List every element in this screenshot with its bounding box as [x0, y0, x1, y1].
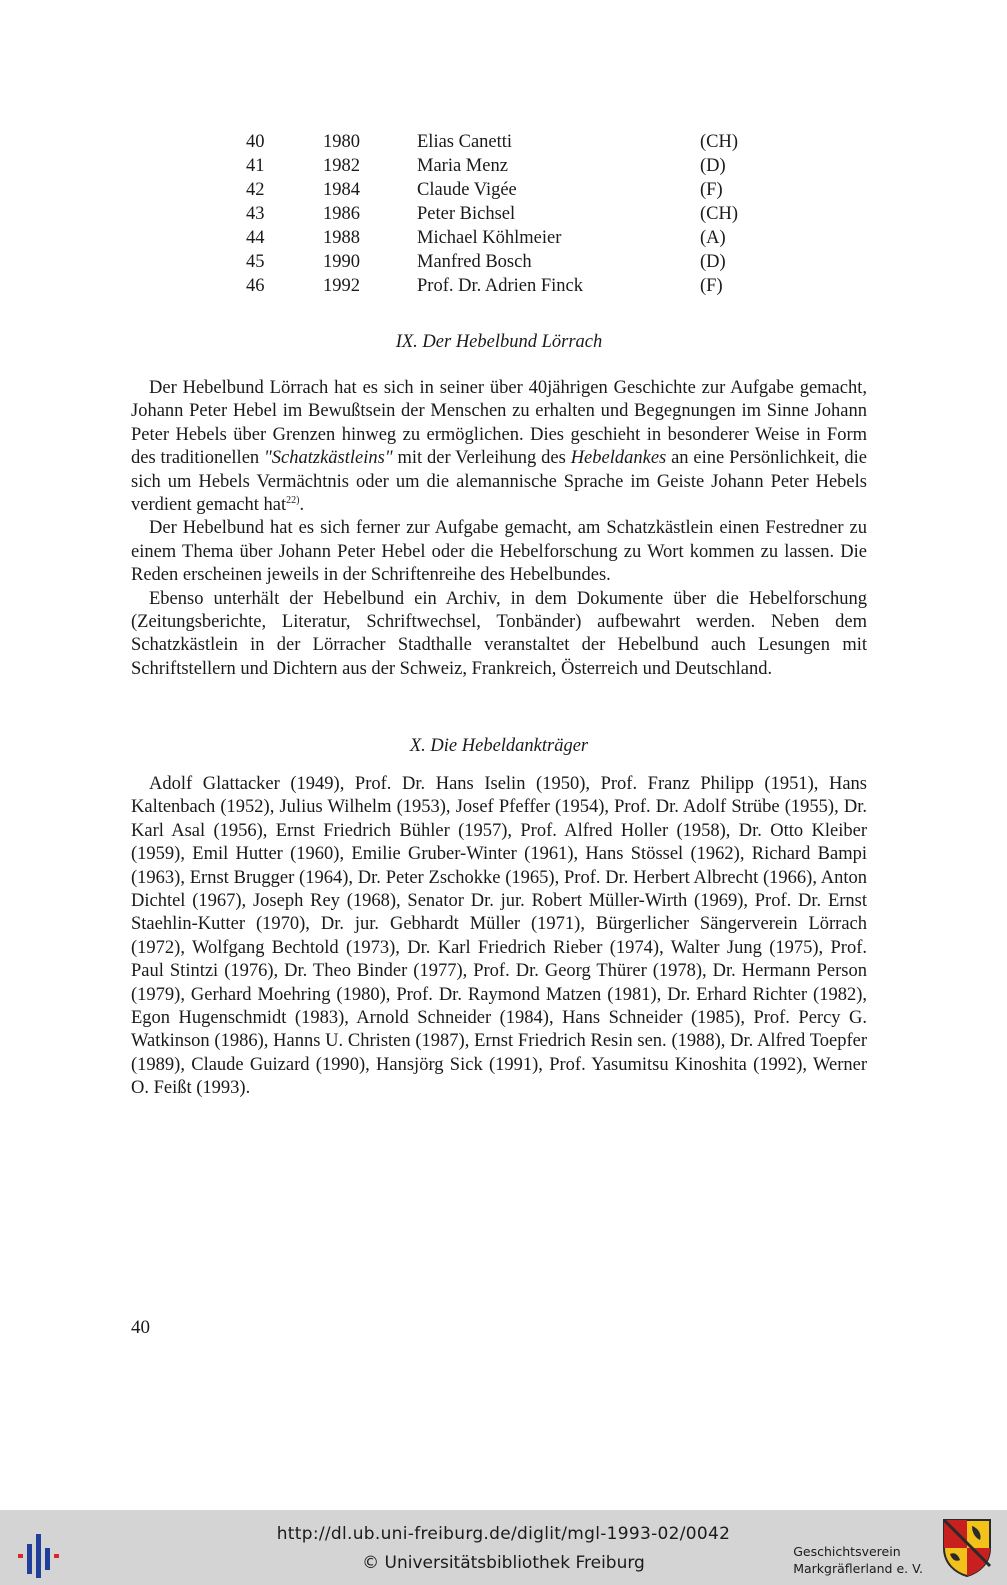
page-number: 40: [131, 1317, 150, 1338]
row-year: 1982: [323, 156, 360, 176]
row-name: Claude Vigée: [417, 180, 517, 200]
section-heading-x: X. Die Hebeldankträger: [409, 736, 589, 756]
italic-term: Hebeldankes: [570, 448, 667, 469]
row-number: 45: [246, 252, 265, 272]
row-year: 1986: [323, 204, 360, 224]
paragraph: Der Hebelbund hat es sich ferner zur Aufgabe gemacht, am Schatzkästlein einen Festredner zu einem Thema über Johann Peter Hebel oder die Hebelforschung zu Wort kommen zu lassen. Die Reden erscheinen jeweils in der Schriftenreihe des Hebelbundes.: [131, 518, 867, 586]
row-year: 1984: [323, 180, 360, 200]
table-row: [246, 178, 766, 202]
row-number: 42: [246, 180, 265, 200]
table-row: [246, 130, 766, 154]
row-country: (D): [700, 252, 726, 272]
footer-copyright: © Universitätsbibliothek Freiburg: [362, 1553, 645, 1573]
row-country: (F): [700, 180, 723, 200]
prize-table: [246, 130, 766, 298]
row-country: (A): [700, 228, 726, 248]
society-line: Markgräflerland e. V.: [793, 1561, 923, 1576]
paragraph-text: an eine Persönlichkeit, die sich um Hebels Vermächtnis oder um die alemannische Sprache im Geiste Johann Peter Hebels verdient gemacht hat: [131, 448, 868, 516]
paragraph-text: Der Hebelbund Lörrach hat es sich in seiner über 40jährigen Geschichte zur Aufgabe gemacht, Johann Peter Hebel im Bewußtsein der Menschen zu erhalten und Begegnungen im Sinne Johann Peter Hebels über Grenzen hinweg zu ermöglichen. Dies geschieht in besonderer Weise in Form des traditionellen: [131, 378, 867, 469]
paragraph: Adolf Glattacker (1949), Prof. Dr. Hans Iselin (1950), Prof. Franz Philipp (1951), Hans Kaltenbach (1952), Julius Wilhelm (1953), Josef Pfeffer (1954), Prof. Dr. Adolf Strübe (1955), Dr. Karl Asal (1956), Ernst Friedrich Bühler (1957), Prof. Alfred Holler (1958), Dr. Otto Kleiber (1959), Emil Hutter (1960), Emilie Gruber-Winter (1961), Hans Stössel (1962), Richard Bampi (1963), Ernst Brugger (1964), Dr. Peter Zschokke (1965), Prof. Dr. Herbert Albrecht (1966), Anton Dichtel (1967), Joseph Rey (1968), Senator Dr. jur. Robert Müller-Wirth (1969), Prof. Dr. Ernst Staehlin-Kutter (1970), Dr. jur. Gebhardt Müller (1971), Bürgerlicher Sängerverein Lörrach (1972), Wolfgang Bechtold (1973), Dr. Karl Friedrich Rieber (1974), Walter Jung (1975), Prof. Paul Stintzi (1976), Dr. Theo Binder (1977), Prof. Dr. Georg Thürer (1978), Dr. Hermann Person (1979), Gerhard Moehring (1980), Prof. Dr. Raymond Matzen (1981), Dr. Erhard Richter (1982), Egon Hugenschmidt (1983), Arnold Schneider (1984), Hans Schneider (1985), Prof. Percy G. Watkinson (1986), Hanns U. Christen (1987), Ernst Friedrich Resin sen. (1988), Dr. Alfred Toepfer (1989), Claude Guizard (1990), Hansjörg Sick (1991), Prof. Yasumitsu Kinoshita (1992), Werner O. Feißt (1993).: [131, 774, 867, 1099]
row-year: 1980: [323, 132, 360, 152]
row-number: 41: [246, 156, 265, 176]
row-name: Manfred Bosch: [417, 252, 532, 272]
row-year: 1990: [323, 252, 360, 272]
row-number: 46: [246, 276, 265, 296]
section-x-body: [131, 773, 867, 1101]
footer-bar: [0, 1510, 1007, 1585]
footnote-marker: 22): [286, 494, 300, 506]
row-country: (D): [700, 156, 726, 176]
section-heading-ix: IX. Der Hebelbund Lörrach: [395, 332, 603, 352]
row-number: 40: [246, 132, 265, 152]
row-name: Maria Menz: [417, 156, 508, 176]
table-row: [246, 202, 766, 226]
italic-term: "Schatzkästleins": [264, 448, 393, 469]
table-row: [246, 250, 766, 274]
paragraph-text: mit der Verleihung des: [392, 448, 571, 469]
row-name: Prof. Dr. Adrien Finck: [417, 276, 583, 296]
footer-url-link[interactable]: http://dl.ub.uni-freiburg.de/diglit/mgl-1993-02/0042: [276, 1524, 731, 1544]
row-name: Peter Bichsel: [417, 204, 516, 224]
table-row: [246, 154, 766, 178]
paragraph-text: .: [299, 495, 305, 516]
row-name: Elias Canetti: [417, 132, 513, 152]
row-country: (CH): [700, 204, 739, 224]
row-year: 1992: [323, 276, 360, 296]
society-name: [793, 1543, 923, 1577]
row-year: 1988: [323, 228, 360, 248]
table-row: [246, 226, 766, 250]
row-number: 44: [246, 228, 265, 248]
paragraph: [131, 377, 867, 517]
society-line: Geschichtsverein: [793, 1544, 901, 1559]
row-name: Michael Köhlmeier: [417, 228, 562, 248]
row-country: (F): [700, 276, 723, 296]
paragraph: Ebenso unterhält der Hebelbund ein Archiv, in dem Dokumente über die Hebelforschung (Zeitungsberichte, Literatur, Schriftwechsel, Tonbänder) aufbewahrt werden. Neben dem Schatzkästlein in der Lörracher Stadthalle veranstaltet der Hebelbund auch Lesungen mit Schriftstellern und Dichtern aus der Schweiz, Frankreich, Österreich und Deutschland.: [131, 588, 867, 679]
row-number: 43: [246, 204, 265, 224]
table-row: [246, 274, 766, 298]
coat-of-arms-icon: [942, 1518, 992, 1578]
row-country: (CH): [700, 132, 739, 152]
section-ix-body: [131, 377, 867, 681]
